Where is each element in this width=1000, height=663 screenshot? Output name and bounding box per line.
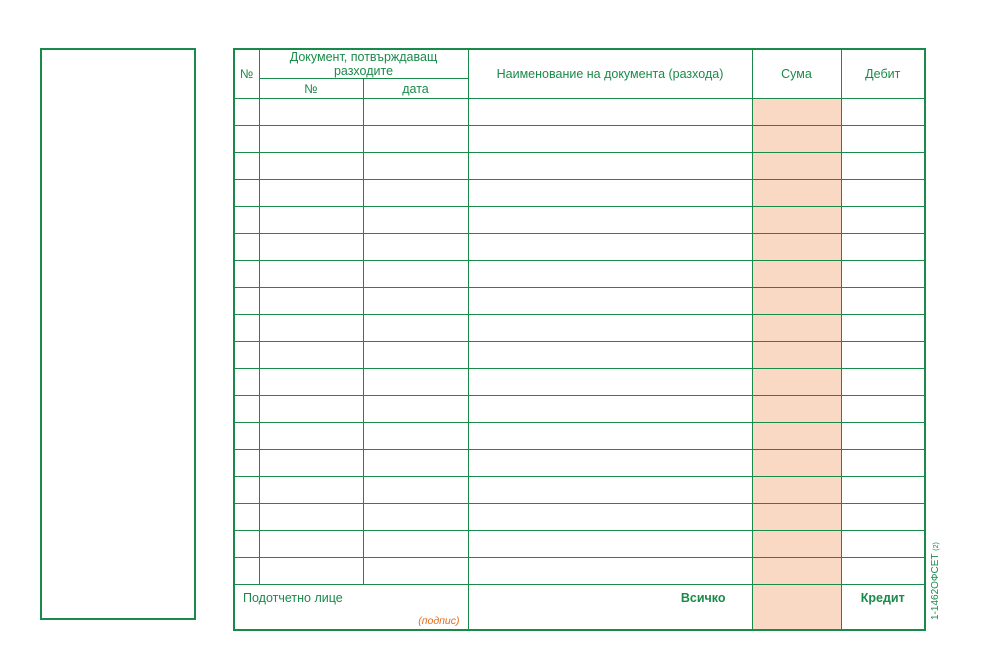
table-row xyxy=(234,369,925,396)
header-number: № xyxy=(234,49,259,99)
cell-document-name[interactable] xyxy=(468,153,752,180)
cell-doc-date[interactable] xyxy=(363,342,468,369)
cell-doc-date[interactable] xyxy=(363,180,468,207)
cell-doc-date[interactable] xyxy=(363,423,468,450)
cell-doc-date[interactable] xyxy=(363,477,468,504)
cell-debit[interactable] xyxy=(841,504,925,531)
header-debit: Дебит xyxy=(841,49,925,99)
cell-amount[interactable] xyxy=(752,315,841,342)
cell-doc-number[interactable] xyxy=(259,423,363,450)
table-row xyxy=(234,315,925,342)
instructions-panel xyxy=(40,48,196,620)
table-row xyxy=(234,126,925,153)
cell-debit[interactable] xyxy=(841,531,925,558)
table-row xyxy=(234,450,925,477)
cell-doc-date[interactable] xyxy=(363,450,468,477)
cell-doc-number[interactable] xyxy=(259,504,363,531)
cell-doc-date[interactable] xyxy=(363,153,468,180)
cell-debit[interactable] xyxy=(841,396,925,423)
cell-number[interactable] xyxy=(234,126,259,153)
cell-number[interactable] xyxy=(234,207,259,234)
cell-amount[interactable] xyxy=(752,261,841,288)
cell-doc-date[interactable] xyxy=(363,504,468,531)
cell-document-name[interactable] xyxy=(468,450,752,477)
cell-debit[interactable] xyxy=(841,207,925,234)
cell-debit[interactable] xyxy=(841,450,925,477)
table-row xyxy=(234,234,925,261)
cell-doc-number[interactable] xyxy=(259,180,363,207)
cell-document-name[interactable] xyxy=(468,315,752,342)
table-row xyxy=(234,342,925,369)
cell-doc-number[interactable] xyxy=(259,207,363,234)
cell-debit[interactable] xyxy=(841,288,925,315)
cell-doc-date[interactable] xyxy=(363,207,468,234)
table-row xyxy=(234,558,925,585)
cell-doc-date[interactable] xyxy=(363,396,468,423)
cell-doc-number[interactable] xyxy=(259,153,363,180)
cell-doc-number[interactable] xyxy=(259,261,363,288)
cell-doc-number[interactable] xyxy=(259,342,363,369)
cell-doc-number[interactable] xyxy=(259,234,363,261)
cell-number[interactable] xyxy=(234,234,259,261)
header-document-name: Наименование на документа (разхода) xyxy=(468,49,752,99)
table-row xyxy=(234,207,925,234)
cell-debit[interactable] xyxy=(841,369,925,396)
cell-number[interactable] xyxy=(234,558,259,585)
cell-number[interactable] xyxy=(234,396,259,423)
cell-document-name[interactable] xyxy=(468,234,752,261)
cell-document-name[interactable] xyxy=(468,126,752,153)
cell-document-name[interactable] xyxy=(468,288,752,315)
header-amount: Сума xyxy=(752,49,841,99)
instructions-text xyxy=(0,52,48,612)
cell-doc-number[interactable] xyxy=(259,369,363,396)
expense-table xyxy=(233,48,926,631)
cell-doc-number[interactable] xyxy=(259,99,363,126)
table-row xyxy=(234,504,925,531)
form-code-text: 1-1462ОФСЕТ xyxy=(930,553,941,620)
cell-document-name[interactable] xyxy=(468,504,752,531)
cell-doc-date[interactable] xyxy=(363,126,468,153)
cell-document-name[interactable] xyxy=(468,477,752,504)
cell-number[interactable] xyxy=(234,531,259,558)
cell-number[interactable] xyxy=(234,423,259,450)
cell-debit[interactable] xyxy=(841,423,925,450)
cell-document-name[interactable] xyxy=(468,180,752,207)
cell-amount[interactable] xyxy=(752,234,841,261)
cell-amount[interactable] xyxy=(752,531,841,558)
table-row xyxy=(234,531,925,558)
cell-doc-number[interactable] xyxy=(259,396,363,423)
cell-doc-number[interactable] xyxy=(259,288,363,315)
responsible-person-cell[interactable] xyxy=(234,585,468,631)
cell-document-name[interactable] xyxy=(468,531,752,558)
table-row xyxy=(234,153,925,180)
table-row xyxy=(234,477,925,504)
form-code xyxy=(930,542,941,620)
cell-doc-date[interactable] xyxy=(363,99,468,126)
cell-amount[interactable] xyxy=(752,504,841,531)
table-row xyxy=(234,180,925,207)
cell-amount[interactable] xyxy=(752,450,841,477)
cell-document-name[interactable] xyxy=(468,342,752,369)
cell-doc-number[interactable] xyxy=(259,450,363,477)
cell-number[interactable] xyxy=(234,180,259,207)
cell-debit[interactable] xyxy=(841,153,925,180)
cell-debit[interactable] xyxy=(841,180,925,207)
cell-doc-date[interactable] xyxy=(363,261,468,288)
cell-amount[interactable] xyxy=(752,153,841,180)
credit-label: Кредит xyxy=(841,585,925,631)
table-row xyxy=(234,423,925,450)
cell-amount[interactable] xyxy=(752,558,841,585)
total-amount-cell[interactable] xyxy=(752,585,841,631)
signature-label: (подпис) xyxy=(418,615,460,627)
cell-doc-date[interactable] xyxy=(363,315,468,342)
cell-document-name[interactable] xyxy=(468,207,752,234)
header-doc-date: дата xyxy=(363,79,468,99)
table-row xyxy=(234,396,925,423)
cell-debit[interactable] xyxy=(841,99,925,126)
header-document-group: Документ, потвърждаващ разходите xyxy=(259,49,468,79)
total-label: Всичко xyxy=(468,585,752,631)
cell-debit[interactable] xyxy=(841,126,925,153)
cell-doc-number[interactable] xyxy=(259,531,363,558)
cell-amount[interactable] xyxy=(752,288,841,315)
cell-document-name[interactable] xyxy=(468,99,752,126)
cell-doc-date[interactable] xyxy=(363,288,468,315)
cell-amount[interactable] xyxy=(752,396,841,423)
table-row xyxy=(234,99,925,126)
header-doc-number: № xyxy=(259,79,363,99)
cell-document-name[interactable] xyxy=(468,369,752,396)
responsible-person-label: Подотчетно лице xyxy=(243,591,343,605)
cell-amount[interactable] xyxy=(752,477,841,504)
cell-number[interactable] xyxy=(234,288,259,315)
cell-doc-date[interactable] xyxy=(363,234,468,261)
cell-amount[interactable] xyxy=(752,126,841,153)
cell-number[interactable] xyxy=(234,450,259,477)
cell-amount[interactable] xyxy=(752,99,841,126)
cell-debit[interactable] xyxy=(841,234,925,261)
cell-doc-number[interactable] xyxy=(259,126,363,153)
cell-number[interactable] xyxy=(234,504,259,531)
cell-amount[interactable] xyxy=(752,342,841,369)
cell-document-name[interactable] xyxy=(468,423,752,450)
cell-amount[interactable] xyxy=(752,180,841,207)
cell-debit[interactable] xyxy=(841,261,925,288)
cell-doc-number[interactable] xyxy=(259,315,363,342)
cell-debit[interactable] xyxy=(841,315,925,342)
cell-document-name[interactable] xyxy=(468,261,752,288)
cell-debit[interactable] xyxy=(841,558,925,585)
cell-amount[interactable] xyxy=(752,369,841,396)
cell-document-name[interactable] xyxy=(468,558,752,585)
table-row xyxy=(234,288,925,315)
cell-doc-date[interactable] xyxy=(363,369,468,396)
cell-document-name[interactable] xyxy=(468,396,752,423)
cell-number[interactable] xyxy=(234,342,259,369)
table-row xyxy=(234,261,925,288)
cell-debit[interactable] xyxy=(841,342,925,369)
cell-number[interactable] xyxy=(234,477,259,504)
cell-number[interactable] xyxy=(234,369,259,396)
cell-doc-date[interactable] xyxy=(363,558,468,585)
cell-number[interactable] xyxy=(234,315,259,342)
form-code-suffix: (2) xyxy=(933,542,940,551)
cell-number[interactable] xyxy=(234,261,259,288)
cell-doc-date[interactable] xyxy=(363,531,468,558)
cell-doc-number[interactable] xyxy=(259,477,363,504)
cell-doc-number[interactable] xyxy=(259,558,363,585)
cell-amount[interactable] xyxy=(752,423,841,450)
cell-amount[interactable] xyxy=(752,207,841,234)
cell-debit[interactable] xyxy=(841,477,925,504)
cell-number[interactable] xyxy=(234,153,259,180)
cell-number[interactable] xyxy=(234,99,259,126)
